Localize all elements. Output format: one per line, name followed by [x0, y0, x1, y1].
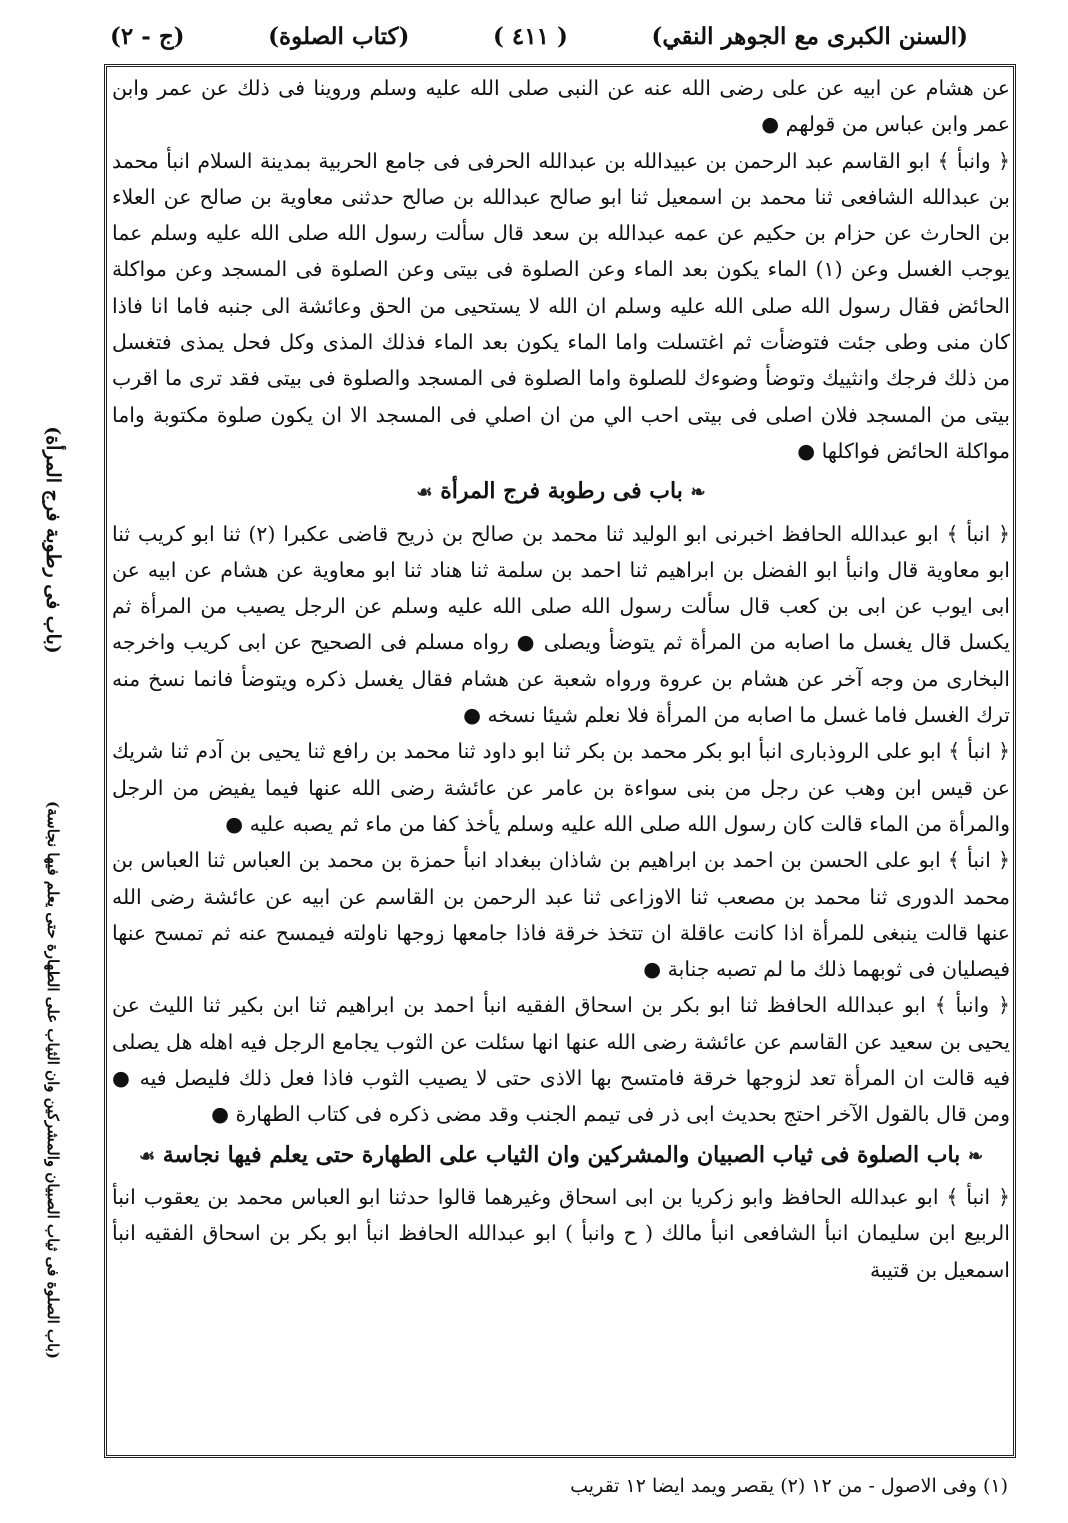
paragraph-3: ﴿ انبأ ﴾ ابو عبدالله الحافظ اخبرنى ابو الوليد ثنا محمد بن صالح بن ذريح قاضى عكبرا (٢) ثنا ابو كريب ثنا ابو معاوية قال وانبأ ابو الفضل بن ابراهيم ثنا احمد بن سلمة ثنا هناد ثنا ابو معاوية عن هشام عن ابيه عن ابى ايوب عن ابى بن كعب قال سألت رسول الله صلى الله عليه وسلم عن الرجل يصيب من المرأة ثم يكسل قال يغسل ما اصابه من المرأة ثم يتوضأ ويصلى ● رواه مسلم فى الصحيح عن ابى كريب واخرجه البخارى من وجه آخر عن هشام بن عروة ورواه شعبة عن هشام فقال يغسل ذكره ويتوضأ فانما نسخ منه ترك الغسل فاما غسل ما اصابه من المرأة فلا نعلم شيئا نسخه ●: [112, 521, 1010, 728]
ornament-icon: ☙: [138, 1145, 156, 1167]
ornament-icon: ❧: [690, 482, 706, 504]
paragraph-6: ﴿ وانبأ ﴾ ابو عبدالله الحافظ ثنا ابو بكر بن اسحاق الفقيه انبأ احمد بن ابراهيم ثنا ابن بكير ثنا الليث عن يحيى بن سعيد عن القاسم عن عائشة رضى الله عنها انها سئلت عن الثوب يجامع الرجل فيه اهله هل يصلى فيه قالت ان المرأة تعد لزوجها خرقة فامتسح بها الاذى حتى لا يصيب الثوب فاذا فعل ذلك فليصل فيه ● ومن قال بالقول الآخر احتج بحديث ابى ذر فى تيمم الجنب وقد مضى ذكره فى كتاب الطهارة ●: [112, 993, 1010, 1127]
book-title: (السنن الكبرى مع الجوهر النقي): [651, 22, 968, 50]
paragraph-1: عن هشام عن ابيه عن على رضى الله عنه عن النبى صلى الله عليه وسلم وروينا فى ذلك عن عمر وابن عمر وابن عباس من قولهم ●: [112, 76, 1010, 137]
ornament-icon: ☙: [416, 482, 433, 504]
page-number: ( ٤١١ ): [493, 22, 568, 50]
paragraph-7: ﴿ انبأ ﴾ ابو عبدالله الحافظ وابو زكريا بن ابى اسحاق وغيرهما قالوا حدثنا ابو العباس محمد بن يعقوب انبأ الربيع ابن سليمان انبأ الشافعى انبأ مالك ( ح وانبأ ) ابو عبدالله الحافظ انبأ ابو بكر بن اسحاق الفقيه انبأ اسمعيل بن قتيبة: [112, 1184, 1010, 1282]
page-header: [110, 14, 968, 58]
chapter-heading-1: [112, 473, 1010, 511]
ornament-icon: ❧: [967, 1145, 984, 1167]
footnote-text: (١) وفى الاصول - من ١٢ (٢) يقصر ويمد ايضا ١٢ تقريب: [570, 1475, 1008, 1497]
volume-label: (ج - ٢): [110, 22, 185, 50]
paragraph-2: ﴿ وانبأ ﴾ ابو القاسم عبد الرحمن بن عبيدالله بن عبدالله الحرفى فى جامع الحربية بمدينة السلام انبأ محمد بن عبدالله الشافعى ثنا محمد بن اسمعيل ثنا ابو صالح عبدالله بن صالح حدثنى معاوية بن صالح عن العلاء بن الحارث عن حزام بن حكيم عن عمه عبدالله بن سعد قال سألت رسول الله صلى الله عليه وسلم عما يوجب الغسل وعن (١) الماء يكون بعد الماء وعن الصلوة فى بيتى وعن الصلوة فى المسجد وعن مواكلة الحائض فقال رسول الله صلى الله عليه وسلم ان الله لا يستحيى من الحق وعائشة الى جنبه فاما انا فاذا كان منى وطى جئت فتوضأت ثم اغتسلت واما الماء يكون بعد الماء فذلك المذى وكل فحل يمذى فتغسل من ذلك فرجك وانثييك وتوضأ وضوءك للصلوة واما الصلوة فى المسجد والصلوة فى بيتى فقد ترى ما اقرب بيتى من المسجد فلان اصلى فى بيتى احب الي من ان اصلي فى المسجد الا ان يكون صلوة مكتوبة واما مواكلة الحائض فواكلها ●: [112, 148, 1010, 463]
margin-note-1: [18, 390, 88, 690]
margin-note-2: [18, 730, 88, 1430]
chapter-heading-2: [112, 1137, 1010, 1175]
chapter-heading-1-text: باب فى رطوبة فرج المرأة: [440, 478, 683, 505]
paragraph-5: ﴿ انبأ ﴾ ابو على الحسن بن احمد بن ابراهيم بن شاذان ببغداد انبأ حمزة بن محمد بن العباس ثنا العباس بن محمد الدورى ثنا محمد بن مصعب ثنا الاوزاعى ثنا عبد الرحمن بن القاسم عن ابيه عن عائشة رضى الله عنها قالت ينبغى للمرأة اذا كانت عاقلة ان تتخذ خرقة فاذا جامعها زوجها ناولته فيمسح عنه ثم تمسح عنها فيصليان فى ثوبهما ذلك ما لم تصبه جنابة ●: [112, 848, 1010, 982]
margin-note-1-text: (باب فى رطوبة فرج المرأة): [42, 426, 65, 654]
chapter-heading-2-text: باب الصلوة فى ثياب الصبيان والمشركين وان الثياب على الطهارة حتى يعلم فيها نجاسة: [162, 1141, 961, 1168]
margin-note-2-text: (باب الصلوة فى ثياب الصبيان والمشركين وان الثياب على الطهارة حتى يعلم فيها نجاسة): [44, 801, 63, 1359]
paragraph-4: ﴿ انبأ ﴾ ابو على الروذبارى انبأ ابو بكر محمد بن بكر ثنا ابو داود ثنا محمد بن رافع ثنا يحيى بن آدم ثنا شريك عن قيس ابن وهب عن رجل من بنى سواءة بن عامر عن عائشة رضى الله عنها فيما يفيض من الرجل والمرأة من الماء قالت كان رسول الله صلى الله عليه وسلم يأخذ كفا من ماء ثم يصبه عليه ●: [112, 739, 1010, 836]
main-text: [112, 70, 1010, 1288]
footnote: [540, 1466, 1008, 1506]
section-title: (كتاب الصلوة): [268, 22, 410, 50]
